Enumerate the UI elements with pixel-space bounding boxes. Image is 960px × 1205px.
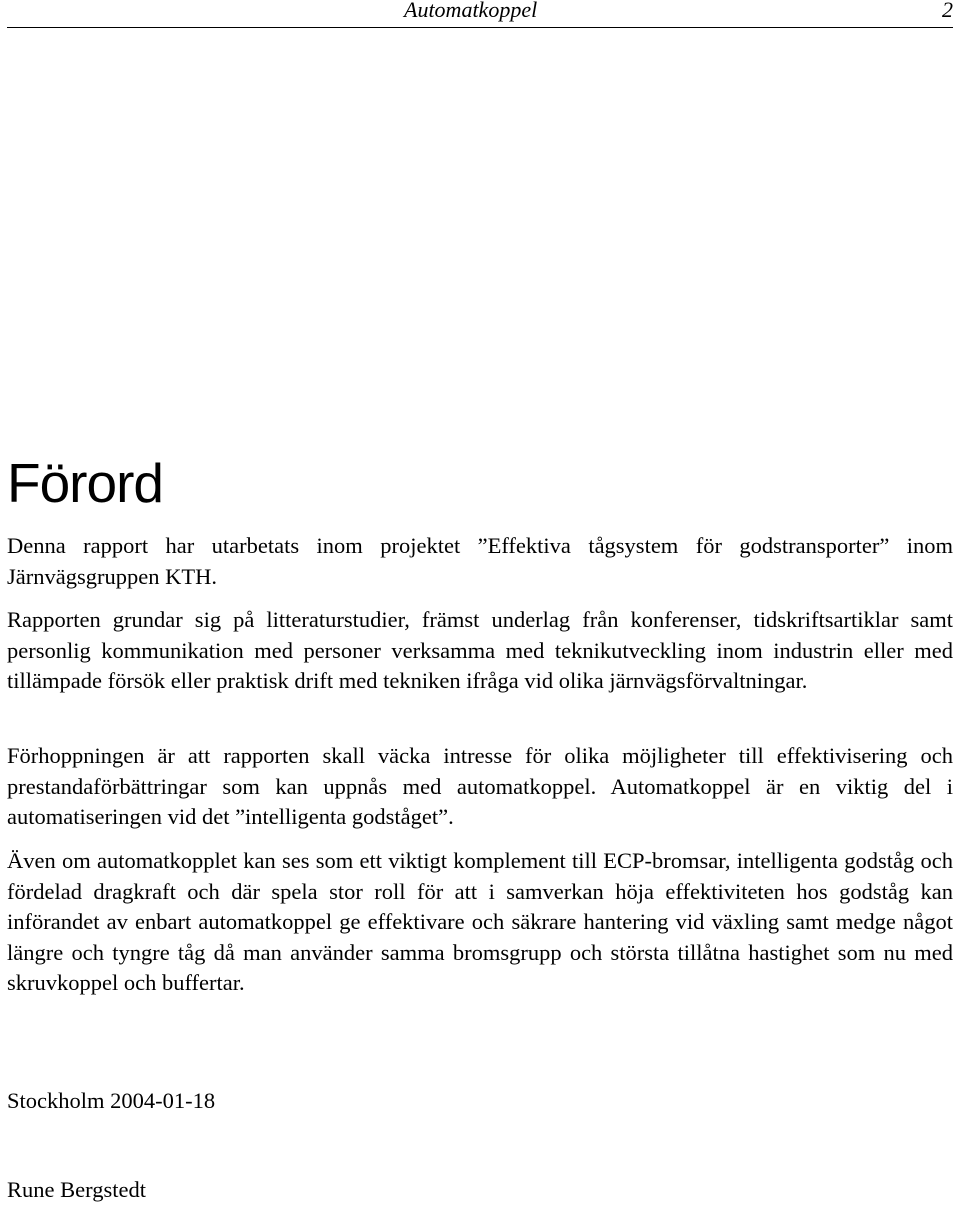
author-name: Rune Bergstedt (7, 1177, 146, 1202)
paragraph-sources: Rapporten grundar sig på litteraturstudier, främst underlag från konferenser, tidskriftsartiklar samt personlig kommunikation med personer verksamma med teknikutveckling inom industrin eller med tillämpade försök eller praktisk drift med tekniken ifråga vid olika järnvägsförvaltningar. (7, 607, 953, 694)
running-header (7, 0, 953, 28)
paragraph-purpose: Förhoppningen är att rapporten skall väcka intresse för olika möjligheter till effektivisering och prestandaförbättringar som kan uppnås med automatkoppel. Automatkoppel är en viktig del i automatiseringen vid det ”intelligenta godståget”. (7, 743, 953, 830)
running-title: Automatkoppel (404, 0, 538, 22)
page-number: 2 (942, 0, 953, 22)
chapter-title: Förord (7, 452, 163, 514)
paragraph-benefits: Även om automatkopplet kan ses som ett viktigt komplement till ECP-bromsar, intelligenta godståg och fördelad dragkraft och där spela stor roll för att i samverkan höja effektiviteten hos godståg kan införandet av enbart automatkoppel ge effektivare och säkrare hantering vid växling samt medge något längre och tyngre tåg då man använder samma bromsgrupp och största tillåtna hastighet som nu med skruvkoppel och buffertar. (7, 848, 953, 996)
paragraph-project-origin: Denna rapport har utarbetats inom projektet ”Effektiva tågsystem för godstransporter” inom Järnvägsgruppen KTH. (7, 533, 953, 589)
place-and-date: Stockholm 2004-01-18 (7, 1088, 216, 1113)
